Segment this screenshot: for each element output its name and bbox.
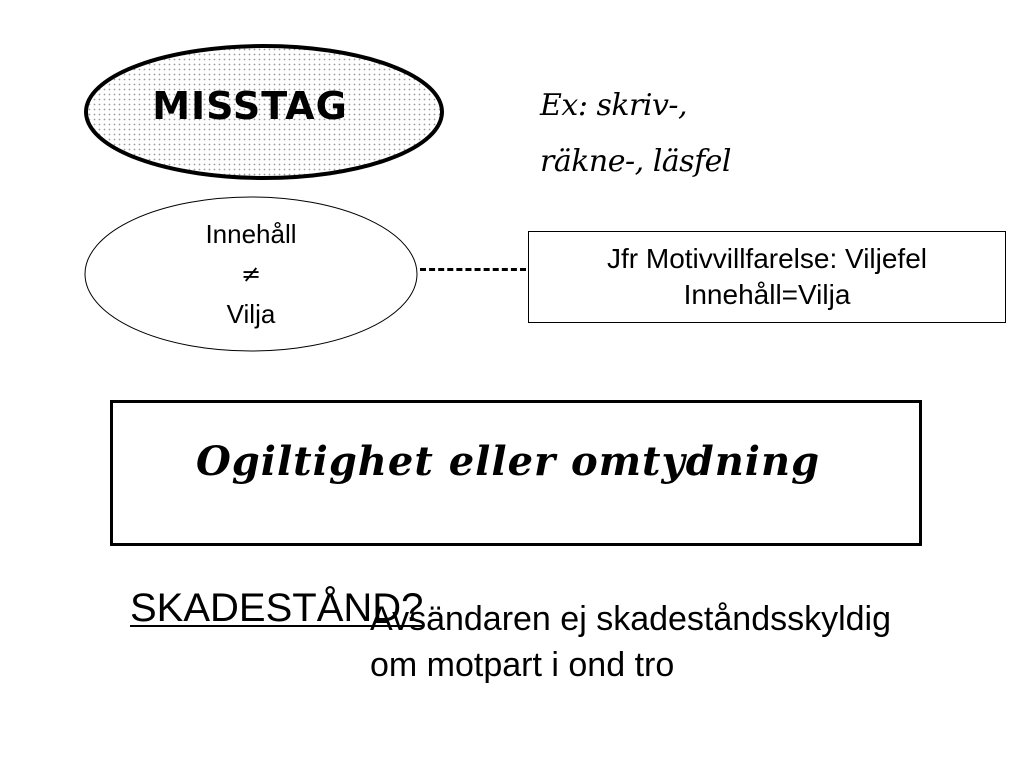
content-label: Innehåll bbox=[205, 219, 297, 249]
example-line-1: Ex: skriv-, bbox=[540, 88, 688, 123]
outcome-label: Ogiltighet eller omtydning bbox=[195, 438, 821, 485]
damages-line-1: Avsändaren ej skadeståndsskyldig bbox=[370, 600, 892, 638]
example-text bbox=[540, 78, 840, 190]
will-label: Vilja bbox=[226, 299, 276, 329]
comparison-box bbox=[528, 231, 1006, 323]
comparison-line-2: Innehåll=Vilja bbox=[683, 279, 851, 310]
example-line-2: räkne-, läsfel bbox=[540, 144, 732, 179]
damages-line-2: om motpart i ond tro bbox=[370, 646, 675, 684]
dashed-connector bbox=[420, 268, 526, 271]
comparison-line-1: Jfr Motivvillfarelse: Viljefel bbox=[606, 243, 928, 274]
damages-heading: SKADESTÅND? bbox=[130, 586, 424, 630]
misstag-label: MISSTAG bbox=[152, 84, 348, 128]
content-will-text bbox=[84, 214, 418, 334]
not-equal-symbol: ≠ bbox=[240, 260, 262, 288]
damages-text bbox=[370, 596, 1010, 688]
